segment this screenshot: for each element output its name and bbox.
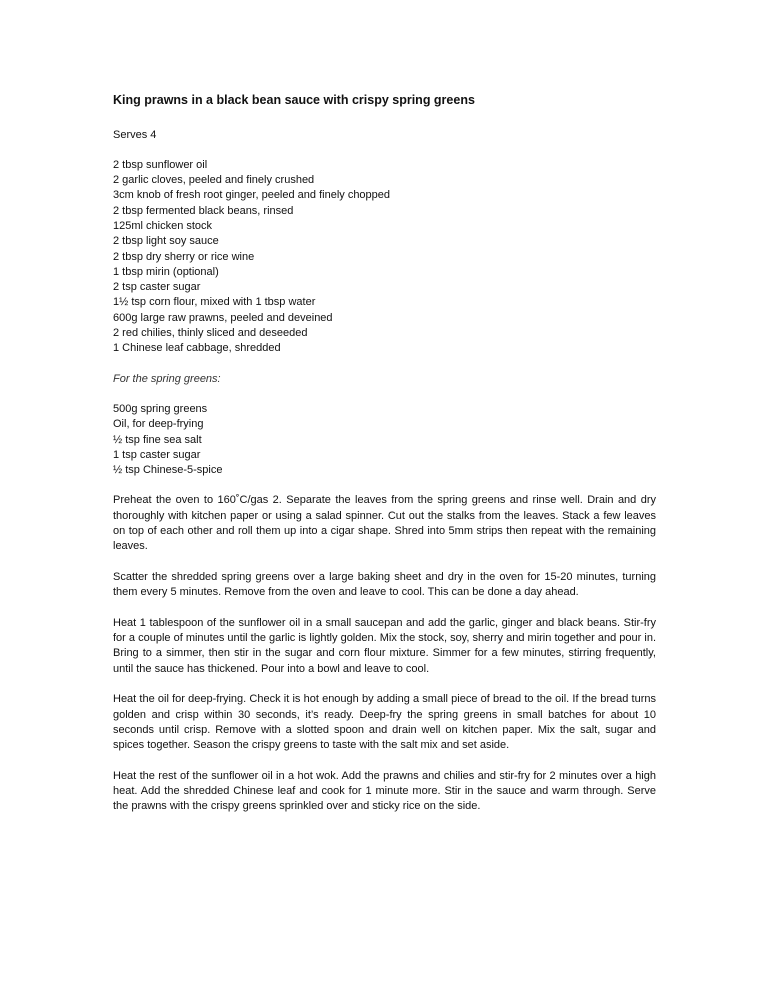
serves-line: Serves 4 (113, 129, 157, 141)
ingredient-item: 1 tsp caster sugar (113, 448, 201, 461)
spring-greens-heading: For the spring greens: (113, 372, 221, 385)
ingredient-item: 2 red chilies, thinly sliced and deseeded (113, 327, 308, 340)
ingredient-item: 1 tbsp mirin (optional) (113, 265, 219, 278)
ingredient-item: 1 Chinese leaf cabbage, shredded (113, 342, 281, 355)
ingredient-item: 2 garlic cloves, peeled and finely crushed (113, 174, 315, 187)
ingredient-item: ½ tsp Chinese-5-spice (113, 464, 223, 477)
ingredient-item: 2 tbsp sunflower oil (113, 158, 208, 171)
ingredient-item: ½ tsp fine sea salt (113, 433, 202, 446)
method-paragraph: Heat the rest of the sunflower oil in a hot wok. Add the prawns and chilies and stir-fry for 2 minutes over a high heat. Add the shredded Chinese leaf and cook for 1 minute more. Stir in the sauce and warm through. Serve the prawns with the crispy greens sprinkled over and sticky rice on the side. (113, 769, 656, 813)
method-paragraph: Scatter the shredded spring greens over a large baking sheet and dry in the oven for 15-20 minutes, turning them every 5 minutes. Remove from the oven and leave to cool. This can be done a day ahead. (113, 570, 656, 599)
ingredient-item: 2 tbsp dry sherry or rice wine (113, 250, 255, 263)
ingredient-item: 600g large raw prawns, peeled and deveined (113, 311, 333, 324)
ingredient-item: Oil, for deep-frying (113, 418, 204, 431)
ingredient-item: 2 tbsp light soy sauce (113, 235, 219, 248)
ingredient-item: 2 tsp caster sugar (113, 281, 201, 294)
ingredient-item: 3cm knob of fresh root ginger, peeled and finely chopped (113, 189, 391, 202)
method-paragraph: Preheat the oven to 160˚C/gas 2. Separate the leaves from the spring greens and rinse well. Drain and dry thoroughly with kitchen paper or using a salad spinner. Cut out the stalks from the leaves. Stack a few leaves on top of each other and roll them up into a cigar shape. Shred into 5mm strips then repeat with the remaining leaves. (113, 494, 656, 553)
ingredient-item: 125ml chicken stock (113, 219, 213, 232)
ingredient-item: 2 tbsp fermented black beans, rinsed (113, 204, 294, 217)
spring-greens-ingredients-list (113, 402, 656, 478)
recipe-title: King prawns in a black bean sauce with crispy spring greens (113, 93, 475, 107)
ingredient-item: 500g spring greens (113, 402, 208, 415)
method-section (113, 493, 656, 814)
ingredient-item: 1½ tsp corn flour, mixed with 1 tbsp water (113, 296, 316, 309)
method-paragraph: Heat the oil for deep-frying. Check it is hot enough by adding a small piece of bread to the oil. If the bread turns golden and crisp within 30 seconds, it’s ready. Deep-fry the spring greens in small batches for about 10 seconds until crisp. Remove with a slotted spoon and drain well on kitchen paper. Mix the salt, sugar and spices together. Season the crispy greens to taste with the salt mix and set aside. (113, 693, 656, 752)
method-paragraph: Heat 1 tablespoon of the sunflower oil in a small saucepan and add the garlic, ginger and black beans. Stir-fry for a couple of minutes until the garlic is lightly golden. Mix the stock, soy, sherry and mirin together and pour in. Bring to a simmer, then stir in the sugar and corn flour mixture. Simmer for a few minutes, stirring frequently, until the sauce has thickened. Pour into a bowl and leave to cool. (113, 616, 656, 675)
main-ingredients-list (113, 158, 656, 357)
